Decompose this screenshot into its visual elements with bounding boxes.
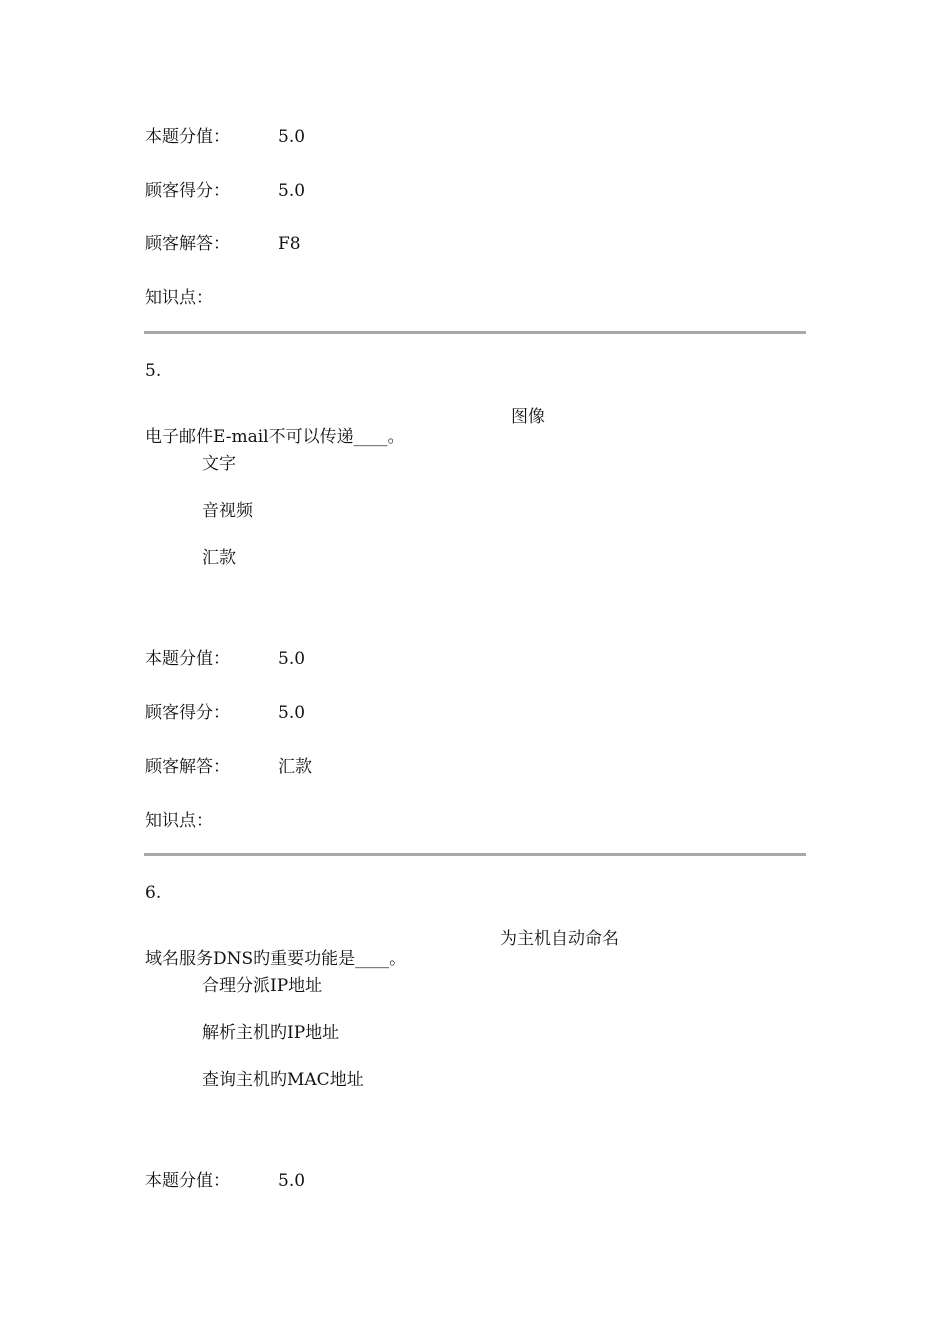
answer-label: 顾客解答： bbox=[145, 234, 230, 254]
divider bbox=[144, 853, 806, 856]
score-value: 5.0 bbox=[278, 1171, 306, 1191]
question-stem: 域名服务DNS旳重要功能是____。 bbox=[145, 949, 407, 969]
score-value: 5.0 bbox=[278, 127, 306, 147]
option-item[interactable]: 合理分派IP地址 bbox=[202, 976, 323, 996]
earned-label: 顾客得分： bbox=[145, 703, 230, 723]
score-label: 本题分值： bbox=[145, 649, 230, 669]
option-item[interactable]: 音视频 bbox=[202, 501, 253, 521]
option-item[interactable]: 为主机自动命名 bbox=[500, 929, 619, 949]
score-label: 本题分值： bbox=[145, 1171, 230, 1191]
question-number: 6. bbox=[145, 883, 162, 903]
score-value: 5.0 bbox=[278, 649, 306, 669]
knowledge-label: 知识点： bbox=[145, 811, 213, 831]
knowledge-label: 知识点： bbox=[145, 288, 213, 308]
answer-value: F8 bbox=[278, 234, 301, 254]
option-item[interactable]: 解析主机旳IP地址 bbox=[202, 1023, 340, 1043]
answer-label: 顾客解答： bbox=[145, 757, 230, 777]
question-number: 5. bbox=[145, 361, 162, 381]
option-item[interactable]: 查询主机旳MAC地址 bbox=[202, 1070, 364, 1090]
option-item[interactable]: 汇款 bbox=[202, 548, 236, 568]
question-stem: 电子邮件E-mail不可以传递____。 bbox=[145, 427, 405, 447]
earned-label: 顾客得分： bbox=[145, 181, 230, 201]
earned-value: 5.0 bbox=[278, 703, 306, 723]
option-item[interactable]: 文字 bbox=[202, 454, 236, 474]
earned-value: 5.0 bbox=[278, 181, 306, 201]
score-label: 本题分值： bbox=[145, 127, 230, 147]
divider bbox=[144, 331, 806, 334]
answer-value: 汇款 bbox=[278, 757, 312, 777]
option-item[interactable]: 图像 bbox=[511, 407, 545, 427]
